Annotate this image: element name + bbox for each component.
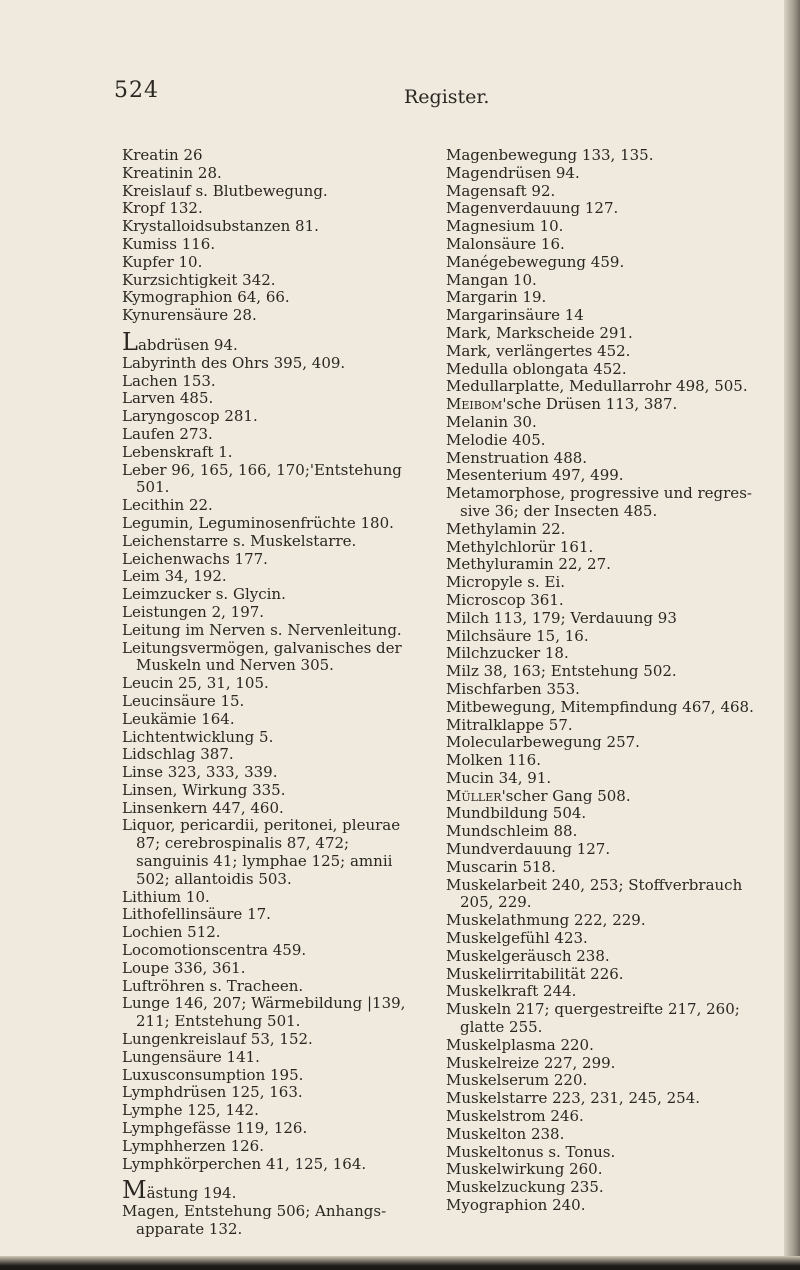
index-entry-text: Muskelarbeit 240, 253; Stoffverbrauch 205, 229. (446, 875, 748, 912)
index-entry-text: Kupfer 10. (122, 252, 203, 271)
index-entry-text: Leichenwachs 177. (122, 549, 268, 568)
index-entry (446, 717, 768, 735)
index-entry (446, 592, 768, 610)
index-entry (446, 823, 768, 841)
index-entry-text: Mucin 34, 91. (446, 768, 552, 787)
index-entry-text: Melanin 30. (446, 412, 537, 431)
index-entry (446, 788, 768, 806)
index-entry-text: Locomotionscentra 459. (122, 941, 307, 960)
index-entry-text: Laufen 273. (122, 424, 213, 443)
index-column-left (122, 147, 424, 1239)
index-entry-text: Mark, verlängertes 452. (446, 341, 631, 360)
index-entry-text: Mischfarben 353. (446, 679, 580, 698)
index-entry-text: Mundbildung 504. (446, 804, 587, 823)
index-entry (122, 307, 424, 325)
index-entry-text: Muskelgefühl 423. (446, 929, 588, 948)
index-entry (122, 497, 424, 515)
index-entry-text: Lunge 146, 207; Wärmebildung |139, 211; Entstehung 501. (122, 994, 411, 1031)
index-entry-text: Margarin 19. (446, 288, 547, 307)
index-entry-text: Lungensäure 141. (122, 1047, 260, 1066)
index-entry (446, 165, 768, 183)
index-entry-text: Mundschleim 88. (446, 822, 578, 841)
index-entry-text: Leber 96, 165, 166, 170;'Entstehung 501. (122, 460, 407, 497)
index-entry-text: Milz 38, 163; Entstehung 502. (446, 662, 677, 681)
index-entry-text: ästung 194. (146, 1184, 237, 1203)
index-entry (446, 805, 768, 823)
index-entry (122, 254, 424, 272)
index-entry-text: Leukämie 164. (122, 709, 235, 728)
index-entry-text: Myographion 240. (446, 1196, 586, 1215)
index-entry-text: Mark, Markscheide 291. (446, 323, 633, 342)
index-entry-text: Mesenterium 497, 499. (446, 466, 624, 485)
index-entry (446, 841, 768, 859)
index-entry-text: Loupe 336, 361. (122, 958, 246, 977)
index-entry (446, 912, 768, 930)
index-column-right (446, 147, 768, 1215)
index-entry (122, 426, 424, 444)
index-entry (446, 1001, 768, 1037)
index-entry (122, 817, 424, 888)
index-entry (122, 942, 424, 960)
index-entry (122, 515, 424, 533)
index-entry (446, 1179, 768, 1197)
index-entry (446, 485, 768, 521)
index-entry (122, 800, 424, 818)
page-number: 524 (114, 78, 159, 103)
index-entry (122, 622, 424, 640)
index-entry-text: Muskeln 217; quergestreifte 217, 260; glatte 255. (446, 1000, 745, 1037)
index-entry (446, 200, 768, 218)
index-entry (122, 1084, 424, 1102)
index-entry (446, 1108, 768, 1126)
index-entry (122, 183, 424, 201)
index-entry (446, 1072, 768, 1090)
index-entry (122, 1031, 424, 1049)
index-entry (122, 147, 424, 165)
index-entry (122, 746, 424, 764)
book-spine-shadow (784, 0, 800, 1270)
index-entry-text: Margarinsäure 14 (446, 306, 584, 325)
index-entry-text: Lymphherzen 126. (122, 1136, 264, 1155)
index-entry-text: Lithium 10. (122, 887, 210, 906)
index-entry-text: Lithofellinsäure 17. (122, 905, 271, 924)
index-entry (446, 183, 768, 201)
index-entry-text: Lochien 512. (122, 923, 221, 942)
index-entry-text: Micropyle s. Ei. (446, 573, 566, 592)
index-entry (446, 1144, 768, 1162)
index-entry (446, 628, 768, 646)
index-entry (446, 734, 768, 752)
index-entry-text: Muskelton 238. (446, 1124, 565, 1143)
index-entry-text: 'scher Gang 508. (501, 786, 631, 805)
index-entry (122, 272, 424, 290)
index-entry-text: Krystalloidsubstanzen 81. (122, 217, 319, 236)
index-entry (122, 586, 424, 604)
index-entry (446, 521, 768, 539)
index-entry (446, 574, 768, 592)
index-entry (446, 752, 768, 770)
index-entry (122, 924, 424, 942)
index-entry (446, 1090, 768, 1108)
index-entry (446, 307, 768, 325)
index-entry (122, 1049, 424, 1067)
index-entry-text: Leucin 25, 31, 105. (122, 674, 269, 693)
index-entry-text: Magnesium 10. (446, 217, 564, 236)
index-entry-text: Methylamin 22. (446, 519, 566, 538)
index-entry (122, 568, 424, 586)
index-entry-text: Laryngoscop 281. (122, 407, 258, 426)
index-entry (122, 782, 424, 800)
index-entry-text: Medullarplatte, Medullarrohr 498, 505. (446, 377, 748, 396)
index-entry (122, 1102, 424, 1120)
index-entry-text: Lungenkreislauf 53, 152. (122, 1030, 313, 1049)
index-entry (446, 770, 768, 788)
index-entry-text: Molken 116. (446, 751, 541, 770)
index-entry (446, 930, 768, 948)
index-entry-text: Lidschlag 387. (122, 745, 234, 764)
index-entry-text: Linsenkern 447, 460. (122, 798, 284, 817)
index-entry-text: Leimzucker s. Glycin. (122, 585, 286, 604)
index-entry (122, 533, 424, 551)
index-entry-text: Kynurensäure 28. (122, 306, 257, 325)
index-entry (122, 373, 424, 391)
index-entry (446, 236, 768, 254)
index-entry (446, 610, 768, 628)
index-entry (122, 889, 424, 907)
index-entry-text: Lebenskraft 1. (122, 442, 233, 461)
index-entry-text: Kymographion 64, 66. (122, 288, 290, 307)
index-entry (446, 432, 768, 450)
index-entry (446, 396, 768, 414)
index-entry (446, 1161, 768, 1179)
index-entry-text: Magendrüsen 94. (446, 163, 580, 182)
index-entry (122, 236, 424, 254)
index-entry (122, 218, 424, 236)
index-entry-text: Luxusconsumption 195. (122, 1065, 304, 1084)
index-entry (122, 978, 424, 996)
index-entry-text: Menstruation 488. (446, 448, 588, 467)
index-entry (446, 218, 768, 236)
index-entry (446, 645, 768, 663)
index-entry-text: Milchzucker 18. (446, 644, 569, 663)
index-entry (446, 289, 768, 307)
index-entry (446, 859, 768, 877)
index-entry-text: Linse 323, 333, 339. (122, 763, 278, 782)
index-entry (446, 325, 768, 343)
index-entry-text: Leucinsäure 15. (122, 691, 245, 710)
index-entry-text: Legumin, Leguminosenfrüchte 180. (122, 513, 394, 532)
index-entry-text: Muskelathmung 222, 229. (446, 911, 646, 930)
index-entry-text: Methyluramin 22, 27. (446, 555, 611, 574)
index-entry-text: Mitralklappe 57. (446, 715, 573, 734)
index-entry (122, 1067, 424, 1085)
index-entry-text: Leistungen 2, 197. (122, 602, 265, 621)
index-entry-text: Muscarin 518. (446, 857, 556, 876)
index-entry (122, 390, 424, 408)
index-entry-text: Lymphgefässe 119, 126. (122, 1119, 308, 1138)
index-entry-text: Lymphkörperchen 41, 125, 164. (122, 1154, 367, 1173)
index-entry (122, 960, 424, 978)
index-entry (122, 444, 424, 462)
index-entry (122, 289, 424, 307)
index-entry-text: Methylchlorür 161. (446, 537, 594, 556)
index-entry-text: Muskelplasma 220. (446, 1035, 594, 1054)
index-entry (122, 906, 424, 924)
index-entry-text: Mangan 10. (446, 270, 537, 289)
index-entry (446, 254, 768, 272)
index-entry-text: Muskelwirkung 260. (446, 1160, 603, 1179)
index-entry (122, 551, 424, 569)
index-entry-text: Malonsäure 16. (446, 234, 565, 253)
section-initial-letter: L (122, 327, 138, 356)
index-entry-text: Leichenstarre s. Muskelstarre. (122, 531, 357, 550)
index-entry (446, 147, 768, 165)
running-title: Register. (404, 86, 490, 108)
index-entry-text: Magenbewegung 133, 135. (446, 146, 654, 164)
page-bottom-edge (0, 1256, 800, 1270)
index-entry (446, 983, 768, 1001)
index-entry-text: Lachen 153. (122, 371, 216, 390)
index-entry-text: Muskelstarre 223, 231, 245, 254. (446, 1089, 701, 1108)
index-entry (446, 1197, 768, 1215)
index-entry (122, 640, 424, 676)
index-entry-text: Kreislauf s. Blutbewegung. (122, 181, 328, 200)
index-entry (122, 693, 424, 711)
index-entry-text: Labyrinth des Ohrs 395, 409. (122, 353, 346, 372)
index-entry-text: Metamorphose, progressive und regres-sive 36; der Insecten 485. (446, 484, 752, 520)
index-entry-text: Kurzsichtigkeit 342. (122, 270, 276, 289)
index-entry-text: Magenverdauung 127. (446, 199, 619, 218)
index-entry (122, 1138, 424, 1156)
index-entry (122, 764, 424, 782)
index-entry (446, 343, 768, 361)
index-entry (122, 327, 424, 356)
index-entry (122, 604, 424, 622)
index-entry-text: Magen, Entstehung 506; Anhangs-apparate 132. (122, 1202, 387, 1239)
index-entry (446, 663, 768, 681)
index-entry-text: Lymphe 125, 142. (122, 1101, 259, 1120)
index-entry (446, 877, 768, 913)
index-entry-text: Muskelgeräusch 238. (446, 946, 610, 965)
section-initial-letter: M (122, 1176, 147, 1205)
index-entry-text: Kreatin 26 (122, 146, 203, 164)
index-entry-text: Luftröhren s. Tracheen. (122, 976, 304, 995)
index-entry-text: Leitung im Nerven s. Nervenleitung. (122, 620, 402, 639)
index-entry-text: Liquor, pericardii, peritonei, pleurae 87; cerebrospinalis 87, 472; sanguinis 41; lymphae 125; amnii 502; allantoidis 503. (122, 816, 405, 888)
index-entry (446, 272, 768, 290)
index-entry-text: Muskelzuckung 235. (446, 1178, 604, 1197)
index-entry-text: Muskelreize 227, 299. (446, 1053, 616, 1072)
index-entry (122, 200, 424, 218)
index-entry (122, 711, 424, 729)
index-entry-text: Leitungsvermögen, galvanisches der Muskeln und Nerven 305. (122, 638, 407, 675)
index-entry (122, 1176, 424, 1205)
index-entry-text: Muskelirritabilität 226. (446, 964, 624, 983)
index-entry-text: Mundverdauung 127. (446, 840, 611, 859)
index-entry-text: Microscop 361. (446, 590, 564, 609)
index-entry-text: Leim 34, 192. (122, 567, 227, 586)
index-entry (122, 729, 424, 747)
index-entry-text: Kumiss 116. (122, 234, 216, 253)
index-entry-text: Muskelserum 220. (446, 1071, 588, 1090)
index-entry (446, 948, 768, 966)
index-entry (446, 681, 768, 699)
index-entry (122, 355, 424, 373)
index-entry (446, 378, 768, 396)
index-entry-text: Manégebewegung 459. (446, 252, 625, 271)
index-entry (446, 467, 768, 485)
index-entry (122, 1120, 424, 1138)
index-entry-text: Milch 113, 179; Verdauung 93 (446, 608, 677, 627)
index-entry (446, 450, 768, 468)
index-entry (446, 1037, 768, 1055)
index-entry (122, 995, 424, 1031)
index-entry (122, 462, 424, 498)
index-entry (446, 539, 768, 557)
index-entry-text: Lymphdrüsen 125, 163. (122, 1083, 303, 1102)
index-entry-text: Lichtentwicklung 5. (122, 727, 274, 746)
index-entry-text: Linsen, Wirkung 335. (122, 780, 286, 799)
index-entry (122, 165, 424, 183)
author-name-smallcaps: Meibom (446, 395, 503, 414)
index-entry-text: 'sche Drüsen 113, 387. (502, 395, 678, 414)
index-entry-text: Kropf 132. (122, 199, 203, 218)
index-entry-text: Mitbewegung, Mitempfindung 467, 468. (446, 697, 754, 716)
index-entry (446, 414, 768, 432)
index-entry (122, 1203, 424, 1239)
index-entry (122, 408, 424, 426)
index-entry-text: Kreatinin 28. (122, 163, 222, 182)
index-entry-text: Melodie 405. (446, 430, 546, 449)
index-entry (446, 1055, 768, 1073)
index-entry-text: Muskelkraft 244. (446, 982, 577, 1001)
index-entry-text: Lecithin 22. (122, 496, 213, 515)
index-entry (446, 966, 768, 984)
index-entry (446, 556, 768, 574)
index-entry (122, 1156, 424, 1174)
index-entry (122, 675, 424, 693)
index-entry (446, 361, 768, 379)
index-entry-text: Medulla oblongata 452. (446, 359, 627, 378)
index-entry-text: Molecularbewegung 257. (446, 733, 640, 752)
index-entry (446, 1126, 768, 1144)
index-entry-text: Muskeltonus s. Tonus. (446, 1142, 616, 1161)
index-entry-text: Larven 485. (122, 389, 214, 408)
index-entry-text: abdrüsen 94. (137, 335, 238, 354)
index-entry-text: Muskelstrom 246. (446, 1107, 584, 1126)
author-name-smallcaps: Müller (446, 786, 502, 805)
index-entry (446, 699, 768, 717)
index-entry-text: Milchsäure 15, 16. (446, 626, 589, 645)
index-entry-text: Magensaft 92. (446, 181, 556, 200)
